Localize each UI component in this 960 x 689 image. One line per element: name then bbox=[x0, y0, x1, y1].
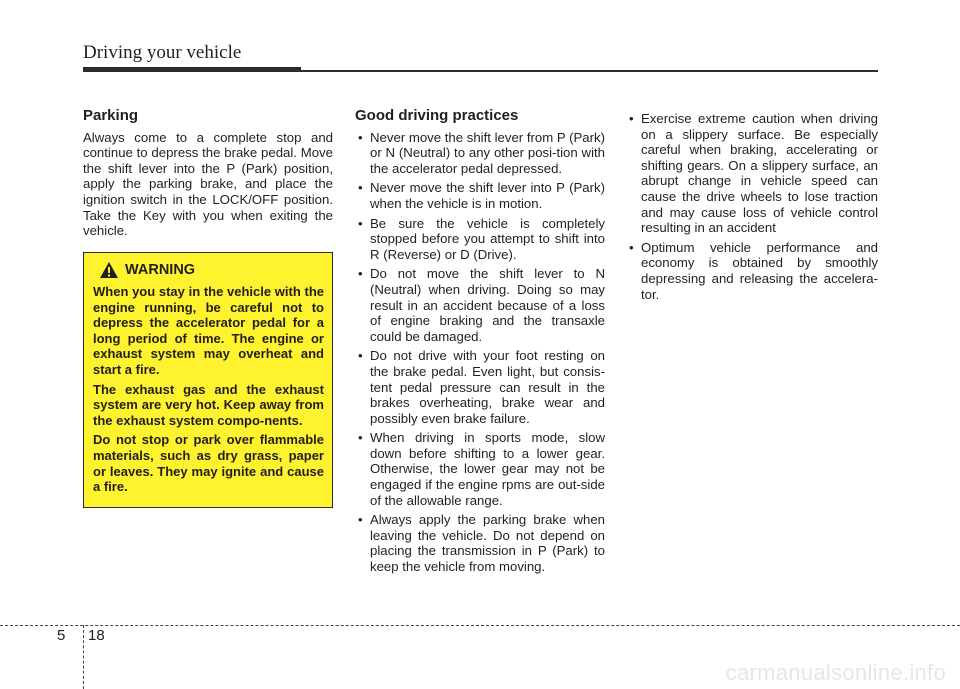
page-header-title: Driving your vehicle bbox=[83, 42, 242, 63]
right-column-section bbox=[626, 111, 878, 306]
list-item: • Do not move the shift lever to N (Neutral) when driving. Doing so may result in an accident because of a loss of engine braking and the transaxle could be damaged. bbox=[355, 266, 605, 344]
good-driving-heading: Good driving practices bbox=[355, 107, 519, 124]
parking-section bbox=[83, 108, 333, 239]
list-item: • Never move the shift lever into P (Park) when the vehicle is in motion. bbox=[355, 180, 605, 211]
footer-divider bbox=[83, 625, 84, 689]
right-column-list bbox=[626, 111, 878, 302]
parking-heading: Parking bbox=[83, 107, 139, 124]
list-item: • Be sure the vehicle is completely stopped before you attempt to shift into R (Reverse) or D (Drive). bbox=[355, 216, 605, 263]
list-item: • When driving in sports mode, slow down before shifting to a lower gear. Otherwise, the lower gear may not be engaged if the engine rpms are out-side of the allowable range. bbox=[355, 430, 605, 508]
watermark: carmanualsonline.info bbox=[725, 660, 946, 685]
warning-paragraph: When you stay in the vehicle with the engine running, be careful not to depress the accelerator pedal for a long period of time. The engine or exhaust system may overheat and start a fire. bbox=[93, 284, 324, 377]
warning-box bbox=[83, 252, 333, 508]
warning-paragraph: Do not stop or park over flammable materials, such as dry grass, paper or leaves. They may ignite and cause a fire. bbox=[93, 432, 324, 495]
warning-header bbox=[93, 261, 324, 279]
list-item: • Do not drive with your foot resting on the brake pedal. Even light, but consis-tent pedal pressure can result in the brakes overheating, brake wear and possibly even brake failure. bbox=[355, 348, 605, 426]
footer-rule bbox=[0, 625, 960, 626]
list-item: • Optimum vehicle performance and economy is obtained by smoothly depressing and releasing the accelera-tor. bbox=[626, 240, 878, 302]
list-item: • Never move the shift lever from P (Park) or N (Neutral) to any other posi-tion with the accelerator pedal depressed. bbox=[355, 130, 605, 177]
list-item: • Always apply the parking brake when leaving the vehicle. Do not depend on placing the transmission in P (Park) to keep the vehicle from moving. bbox=[355, 512, 605, 574]
good-driving-list bbox=[355, 130, 605, 575]
page-number: 18 bbox=[88, 627, 105, 644]
warning-paragraph: The exhaust gas and the exhaust system are very hot. Keep away from the exhaust system compo-nents. bbox=[93, 381, 324, 428]
warning-triangle-icon bbox=[99, 261, 119, 279]
list-item: • Exercise extreme caution when driving on a slippery surface. Be especially careful when braking, accelerating or shifting gears. On a slippery surface, an abrupt change in vehicle speed can cause the drive wheels to lose traction and may cause loss of vehicle control resulting in an accident bbox=[626, 111, 878, 236]
parking-body: Always come to a complete stop and continue to depress the brake pedal. Move the shift lever into the P (Park) position, apply the parking brake, and place the ignition switch in the LOCK/OFF position. Take the Key with you when exiting the vehicle. bbox=[83, 129, 333, 239]
chapter-number: 5 bbox=[57, 627, 66, 644]
warning-title: WARNING bbox=[125, 262, 196, 278]
good-driving-section bbox=[355, 108, 605, 579]
header-rule-accent bbox=[83, 67, 301, 72]
